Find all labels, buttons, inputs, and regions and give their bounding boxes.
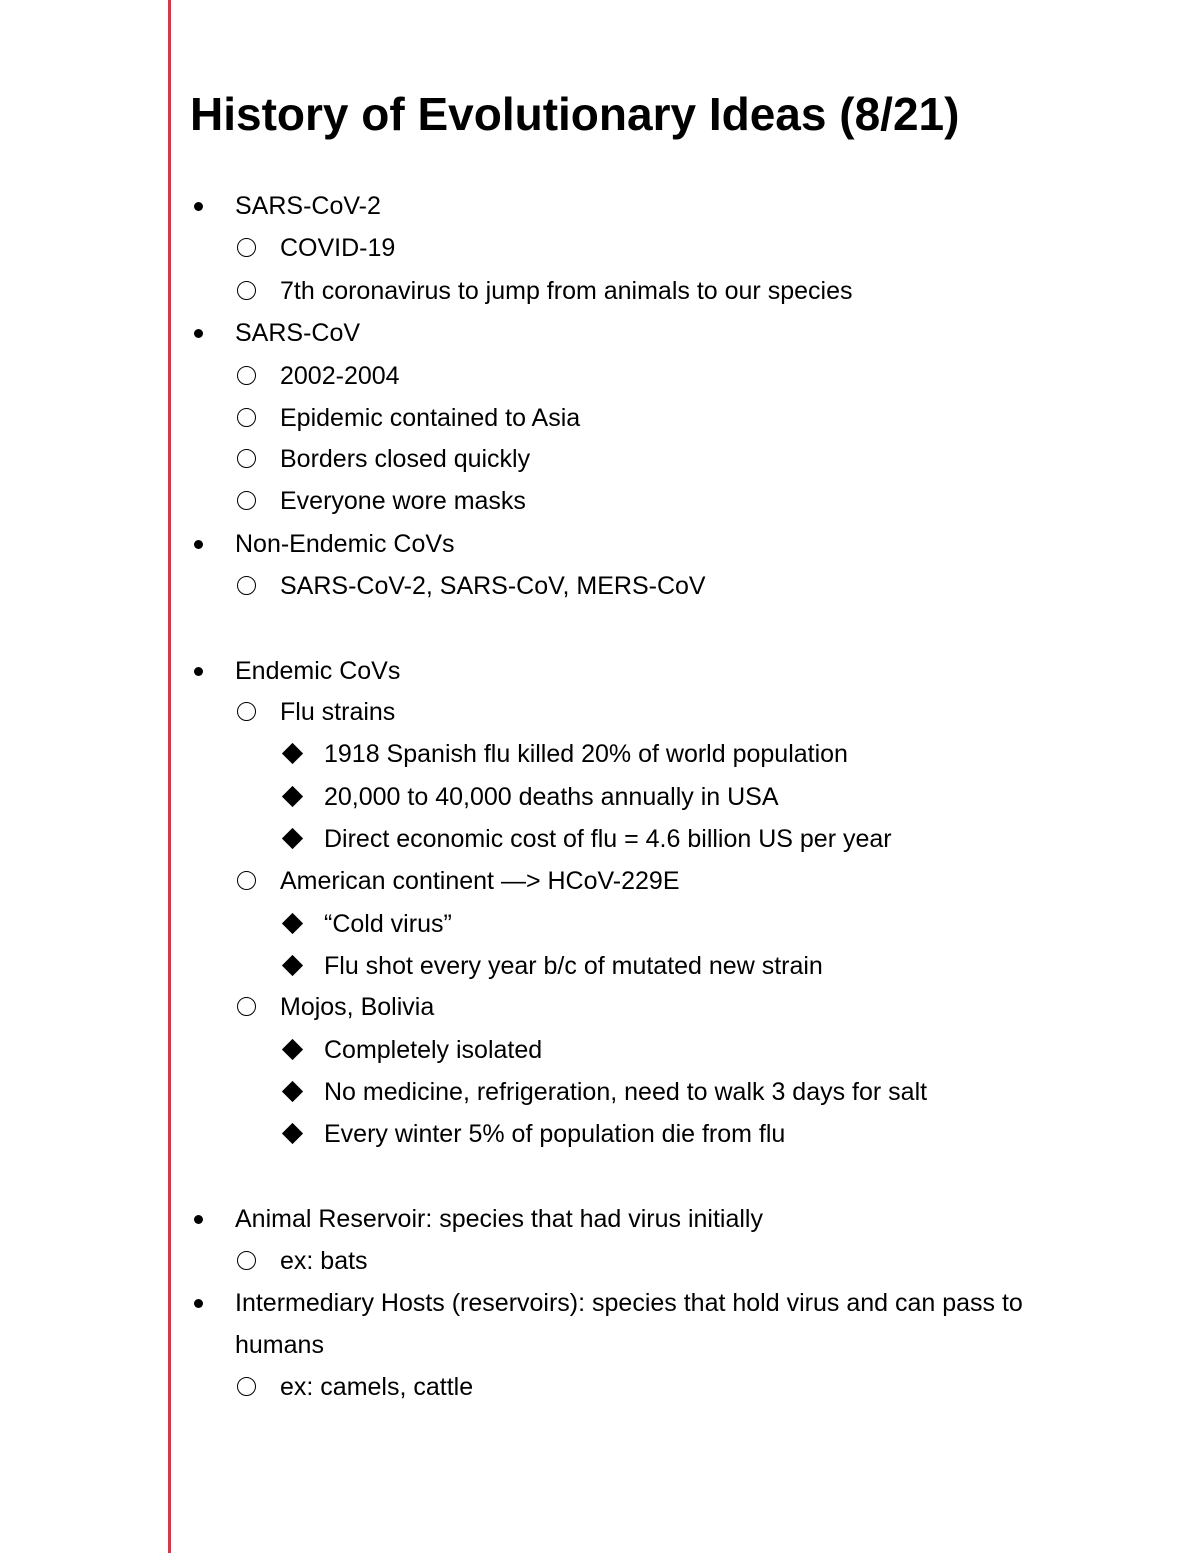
sub-bullet-item: 2002-2004: [280, 362, 400, 390]
diamond-bullet-icon: [282, 1039, 303, 1060]
sub-bullet-item: ex: bats: [280, 1247, 368, 1275]
hollow-circle-bullet-icon: [237, 702, 256, 721]
sub-sub-bullet-item: No medicine, refrigeration, need to walk 3 days for salt: [324, 1078, 928, 1106]
diamond-bullet-icon: [282, 955, 303, 976]
sub-sub-bullet-item: Every winter 5% of population die from flu: [324, 1120, 786, 1148]
hollow-circle-bullet-icon: [237, 576, 256, 595]
sub-sub-bullet-item: Direct economic cost of flu = 4.6 billion US per year: [324, 825, 892, 853]
hollow-circle-bullet-icon: [237, 449, 256, 468]
hollow-circle-bullet-icon: [237, 491, 256, 510]
diamond-bullet-icon: [282, 828, 303, 849]
bullet-item-continuation: humans: [235, 1331, 324, 1359]
bullet-dot-icon: [194, 1215, 203, 1224]
page-title: History of Evolutionary Ideas (8/21): [190, 88, 960, 140]
bullet-item: Intermediary Hosts (reservoirs): species that hold virus and can pass to: [235, 1289, 1023, 1317]
diamond-bullet-icon: [282, 786, 303, 807]
bullet-dot-icon: [194, 329, 203, 338]
hollow-circle-bullet-icon: [237, 997, 256, 1016]
bullet-item: Animal Reservoir: species that had virus initially: [235, 1205, 763, 1233]
sub-sub-bullet-item: Flu shot every year b/c of mutated new strain: [324, 952, 823, 980]
sub-bullet-item: ex: camels, cattle: [280, 1373, 474, 1401]
sub-bullet-item: Everyone wore masks: [280, 487, 526, 515]
hollow-circle-bullet-icon: [237, 366, 256, 385]
sub-sub-bullet-item: 1918 Spanish flu killed 20% of world population: [324, 740, 848, 768]
sub-bullet-item: SARS-CoV-2, SARS-CoV, MERS-CoV: [280, 572, 706, 600]
hollow-circle-bullet-icon: [237, 408, 256, 427]
sub-sub-bullet-item: Completely isolated: [324, 1036, 543, 1064]
sub-bullet-item: Epidemic contained to Asia: [280, 404, 581, 432]
bullet-dot-icon: [194, 667, 203, 676]
sub-sub-bullet-item: 20,000 to 40,000 deaths annually in USA: [324, 783, 779, 811]
page-margin-line: [168, 0, 171, 1553]
sub-bullet-item: Flu strains: [280, 698, 396, 726]
diamond-bullet-icon: [282, 913, 303, 934]
bullet-dot-icon: [194, 202, 203, 211]
bullet-item: Non-Endemic CoVs: [235, 530, 455, 558]
hollow-circle-bullet-icon: [237, 1251, 256, 1270]
diamond-bullet-icon: [282, 743, 303, 764]
bullet-dot-icon: [194, 1299, 203, 1308]
bullet-item: Endemic CoVs: [235, 657, 401, 685]
diamond-bullet-icon: [282, 1081, 303, 1102]
hollow-circle-bullet-icon: [237, 281, 256, 300]
bullet-item: SARS-CoV-2: [235, 192, 381, 220]
bullet-dot-icon: [194, 540, 203, 549]
sub-sub-bullet-item: “Cold virus”: [324, 910, 452, 938]
hollow-circle-bullet-icon: [237, 238, 256, 257]
diamond-bullet-icon: [282, 1123, 303, 1144]
sub-bullet-item: Borders closed quickly: [280, 445, 531, 473]
bullet-item: SARS-CoV: [235, 319, 361, 347]
sub-bullet-item: American continent —> HCoV-229E: [280, 867, 680, 895]
sub-bullet-item: COVID-19: [280, 234, 396, 262]
sub-bullet-item: Mojos, Bolivia: [280, 993, 435, 1021]
sub-bullet-item: 7th coronavirus to jump from animals to our species: [280, 277, 853, 305]
hollow-circle-bullet-icon: [237, 871, 256, 890]
hollow-circle-bullet-icon: [237, 1377, 256, 1396]
